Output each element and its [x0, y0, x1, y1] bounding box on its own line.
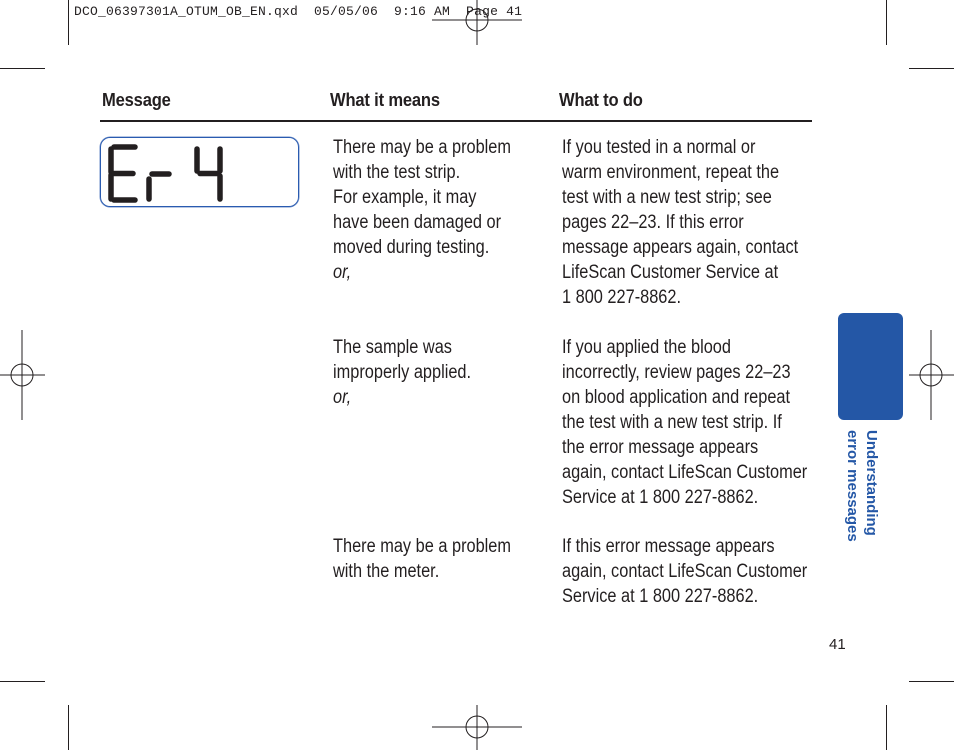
text-line: If you tested in a normal or: [562, 137, 756, 158]
crop-mark: [68, 0, 69, 45]
row2-todo: [562, 335, 807, 510]
lcd-er4-icon: [101, 138, 300, 208]
crop-mark: [886, 0, 887, 45]
text-line: improperly applied.: [333, 362, 472, 383]
text-line: Service at 1 800 227-8862.: [562, 586, 759, 607]
crop-mark: [0, 681, 45, 682]
text-line: the test with a new test strip. If: [562, 412, 782, 433]
or-connector: or,: [333, 387, 352, 408]
header-what-to-do: What to do: [559, 90, 643, 110]
text-line: 1 800 227-8862.: [562, 287, 682, 308]
text-line: with the test strip.: [333, 162, 461, 183]
crop-mark: [909, 68, 954, 69]
section-tab-label: [837, 430, 881, 560]
crop-mark: [0, 68, 45, 69]
text-line: For example, it may: [333, 187, 477, 208]
page-number: 41: [829, 636, 846, 653]
registration-mark-left-icon: [0, 330, 45, 420]
slug-line: DCO_06397301A_OTUM_OB_EN.qxd 05/05/06 9:16 AM Page 41: [74, 4, 523, 19]
section-tab: [838, 313, 903, 420]
header-what-it-means: What it means: [330, 90, 440, 110]
section-tab-line2: error messages: [844, 430, 861, 542]
registration-mark-right-icon: [909, 330, 954, 420]
text-line: LifeScan Customer Service at: [562, 262, 779, 283]
text-line: If this error message appears: [562, 536, 775, 557]
text-line: If you applied the blood: [562, 337, 731, 358]
row1-todo: [562, 135, 798, 310]
row3-todo: [562, 534, 807, 609]
lcd-display: [100, 137, 299, 207]
text-line: test with a new test strip; see: [562, 187, 772, 208]
crop-mark: [68, 705, 69, 750]
header-rule: [100, 120, 812, 122]
text-line: again, contact LifeScan Customer: [562, 462, 808, 483]
registration-mark-bottom-icon: [432, 705, 522, 750]
crop-mark: [886, 705, 887, 750]
text-line: with the meter.: [333, 561, 440, 582]
row3-means: [333, 534, 511, 584]
crop-mark: [909, 681, 954, 682]
text-line: on blood application and repeat: [562, 387, 791, 408]
text-line: message appears again, contact: [562, 237, 799, 258]
section-tab-line1: Understanding: [863, 430, 880, 536]
text-line: There may be a problem: [333, 536, 512, 557]
row1-means: [333, 135, 511, 285]
text-line: There may be a problem: [333, 137, 512, 158]
text-line: The sample was: [333, 337, 452, 358]
text-line: have been damaged or: [333, 212, 502, 233]
text-line: moved during testing.: [333, 237, 490, 258]
row2-means: [333, 335, 471, 410]
text-line: the error message appears: [562, 437, 759, 458]
text-line: Service at 1 800 227-8862.: [562, 487, 759, 508]
text-line: pages 22–23. If this error: [562, 212, 744, 233]
text-line: again, contact LifeScan Customer: [562, 561, 808, 582]
text-line: incorrectly, review pages 22–23: [562, 362, 791, 383]
or-connector: or,: [333, 262, 352, 283]
header-message: Message: [102, 90, 171, 110]
registration-mark-top-icon: [432, 0, 522, 45]
text-line: warm environment, repeat the: [562, 162, 780, 183]
